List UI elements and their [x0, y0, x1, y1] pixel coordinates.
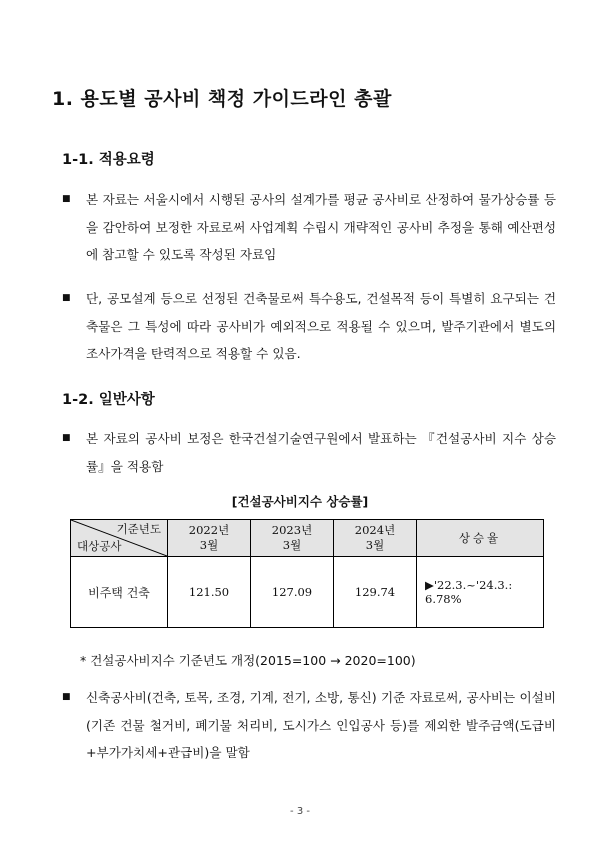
bullet-text: 신축공사비(건축, 토목, 조경, 기계, 전기, 소방, 통신) 기준 자료로써, 공사비는 이설비(기존 건물 철거비, 폐기물 처리비, 도시가스 인입공사 등)를 제외한 발주금액(도급비+부가가치세+관급비)을 말함	[86, 690, 556, 760]
square-bullet-icon: ■	[62, 692, 71, 702]
page-title: 1. 용도별 공사비 책정 가이드라인 총괄	[52, 88, 392, 110]
bullet-paragraph	[62, 285, 556, 368]
index-note: * 건설공사비지수 기준년도 개정(2015=100 → 2020=100)	[80, 653, 416, 668]
bullet-text: 본 자료의 공사비 보정은 한국건설기술연구원에서 발표하는 『건설공사비 지수 상승률』을 적용함	[86, 431, 556, 474]
table-row	[71, 557, 544, 628]
square-bullet-icon: ■	[62, 194, 71, 204]
table-caption: [건설공사비지수 상승률]	[231, 494, 369, 509]
year-header: 2022년 3월	[168, 520, 251, 557]
corner-label-year: 기준년도	[116, 522, 161, 536]
bullet-text: 단, 공모설계 등으로 선정된 건축물로써 특수용도, 건설목적 등이 특별히 요구되는 건축물은 그 특성에 따라 공사비가 예외적으로 적용될 수 있으며, 발주기관에서 별도의 조사가격을 탄력적으로 적용할 수 있음.	[86, 291, 556, 361]
bullet-paragraph	[62, 425, 556, 480]
square-bullet-icon: ■	[62, 433, 71, 443]
bullet-paragraph	[62, 684, 556, 767]
rate-value-cell: ▶'22.3.~'24.3.: 6.78%	[417, 557, 544, 628]
index-value-cell: 121.50	[168, 557, 251, 628]
bullet-paragraph	[62, 186, 556, 269]
page-number: - 3 -	[290, 806, 310, 817]
year-header: 2024년 3월	[334, 520, 417, 557]
index-value-cell: 127.09	[251, 557, 334, 628]
table-corner-cell	[71, 520, 168, 557]
year-header: 2023년 3월	[251, 520, 334, 557]
rate-header: 상승율	[417, 520, 544, 557]
section-title-application: 1-1. 적용요령	[62, 152, 155, 168]
section-title-general: 1-2. 일반사항	[62, 392, 155, 408]
bullet-text: 본 자료는 서울시에서 시행된 공사의 설계가를 평균 공사비로 산정하여 물가상승률 등을 감안하여 보정한 자료로써 사업계획 수립시 개략적인 공사비 추정을 통해 예산편성에 참고할 수 있도록 작성된 자료임	[86, 192, 556, 262]
corner-label-target: 대상공사	[77, 539, 122, 553]
row-label: 비주택 건축	[71, 557, 168, 628]
construction-cost-index-table	[70, 519, 544, 628]
table-header-row	[71, 520, 544, 557]
index-value-cell: 129.74	[334, 557, 417, 628]
square-bullet-icon: ■	[62, 293, 71, 303]
